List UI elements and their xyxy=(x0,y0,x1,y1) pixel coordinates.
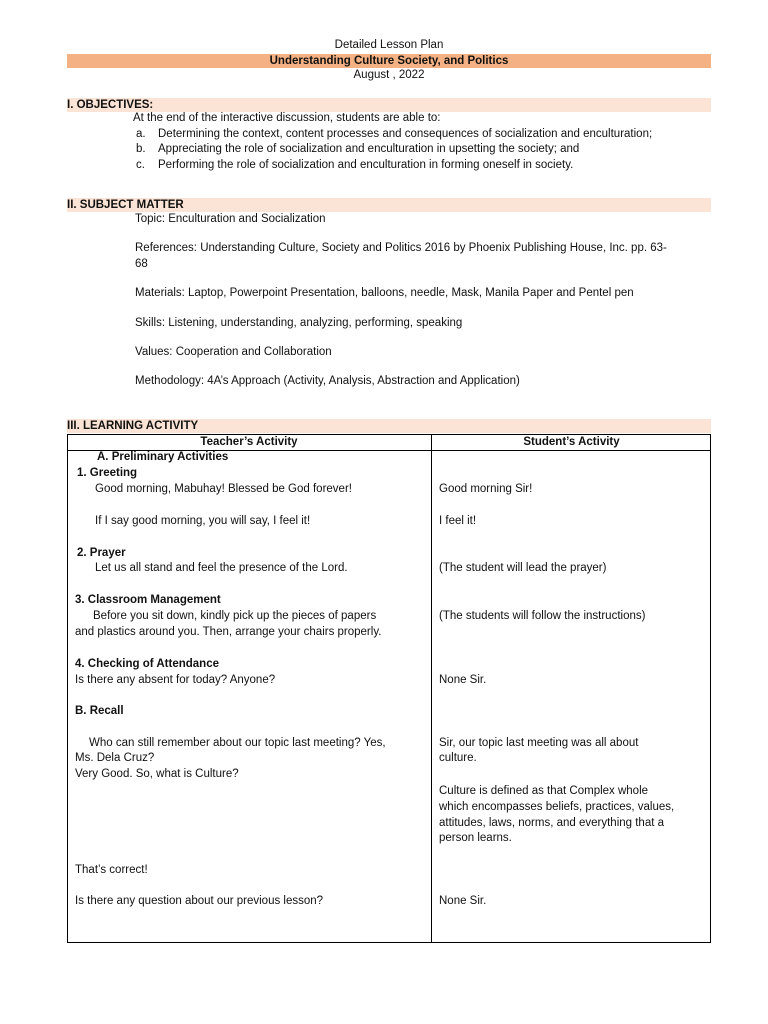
prayer-title: 2. Prayer xyxy=(77,547,126,559)
objective-item-b: Appreciating the role of socialization and enculturation in upsetting the society; and xyxy=(158,143,580,155)
topic-line: Topic: Enculturation and Socialization xyxy=(135,213,326,225)
teacher-column-header: Teacher’s Activity xyxy=(200,436,298,448)
prayer-teacher: Let us all stand and feel the presence of the Lord. xyxy=(95,562,348,574)
recall-student-2: culture. xyxy=(439,752,477,764)
attendance-student: None Sir. xyxy=(439,674,487,686)
culture-student-1: Culture is defined as that Complex whole xyxy=(439,785,649,797)
objective-marker-a: a. xyxy=(136,128,146,140)
subject-title: Understanding Culture Society, and Politics xyxy=(269,55,509,67)
references-line-2: 68 xyxy=(135,258,148,270)
objectives-intro: At the end of the interactive discussion, students are able to: xyxy=(133,112,441,124)
student-column-header: Student’s Activity xyxy=(523,436,620,448)
objectives-band xyxy=(67,98,711,112)
recall-teacher-1: Who can still remember about our topic last meeting? Yes, xyxy=(89,737,386,749)
objective-item-a: Determining the context, content processes and consequences of socialization and enculturation; xyxy=(158,128,653,140)
attendance-title: 4. Checking of Attendance xyxy=(75,658,219,670)
greeting-student-2: I feel it! xyxy=(439,515,477,527)
subject-matter-heading: II. SUBJECT MATTER xyxy=(67,199,184,211)
materials-line: Materials: Laptop, Powerpoint Presentation, balloons, needle, Mask, Manila Paper and Pentel pen xyxy=(135,287,634,299)
document-date: August , 2022 xyxy=(353,69,425,81)
references-line-1: References: Understanding Culture, Society and Politics 2016 by Phoenix Publishing House, Inc. pp. 63- xyxy=(135,242,667,254)
document-title: Detailed Lesson Plan xyxy=(334,39,444,51)
attendance-teacher: Is there any absent for today? Anyone? xyxy=(75,674,276,686)
question-student: None Sir. xyxy=(439,895,487,907)
objective-marker-b: b. xyxy=(136,143,146,155)
culture-student-2: which encompasses beliefs, practices, values, xyxy=(439,801,675,813)
greeting-teacher-1: Good morning, Mabuhay! Blessed be God forever! xyxy=(95,483,352,495)
prayer-student: (The student will lead the prayer) xyxy=(439,562,607,574)
recall-teacher-3: Very Good. So, what is Culture? xyxy=(75,768,239,780)
greeting-teacher-2: If I say good morning, you will say, I feel it! xyxy=(95,515,311,527)
question-teacher: Is there any question about our previous lesson? xyxy=(75,895,324,907)
culture-student-3: attitudes, laws, norms, and everything that a xyxy=(439,817,665,829)
learning-activity-heading: III. LEARNING ACTIVITY xyxy=(67,420,199,432)
culture-student-4: person learns. xyxy=(439,832,512,844)
objective-marker-c: c. xyxy=(136,159,145,171)
skills-line: Skills: Listening, understanding, analyzing, performing, speaking xyxy=(135,317,463,329)
table-column-divider xyxy=(431,434,432,943)
classroom-management-teacher-2: and plastics around you. Then, arrange your chairs properly. xyxy=(75,626,382,638)
objective-item-c: Performing the role of socialization and enculturation in forming oneself in society. xyxy=(158,159,574,171)
correct-teacher: That’s correct! xyxy=(75,864,148,876)
classroom-management-title: 3. Classroom Management xyxy=(75,594,221,606)
greeting-student-1: Good morning Sir! xyxy=(439,483,533,495)
classroom-management-student: (The students will follow the instructions) xyxy=(439,610,646,622)
recall-teacher-2: Ms. Dela Cruz? xyxy=(75,752,155,764)
objectives-heading: I. OBJECTIVES: xyxy=(67,99,154,111)
classroom-management-teacher-1: Before you sit down, kindly pick up the pieces of papers xyxy=(93,610,377,622)
preliminary-heading: A. Preliminary Activities xyxy=(97,451,229,463)
values-line: Values: Cooperation and Collaboration xyxy=(135,346,332,358)
activity-table xyxy=(67,434,711,943)
recall-student-1: Sir, our topic last meeting was all about xyxy=(439,737,639,749)
recall-title: B. Recall xyxy=(75,705,124,717)
greeting-title: 1. Greeting xyxy=(77,467,138,479)
methodology-line: Methodology: 4A’s Approach (Activity, Analysis, Abstraction and Application) xyxy=(135,375,520,387)
